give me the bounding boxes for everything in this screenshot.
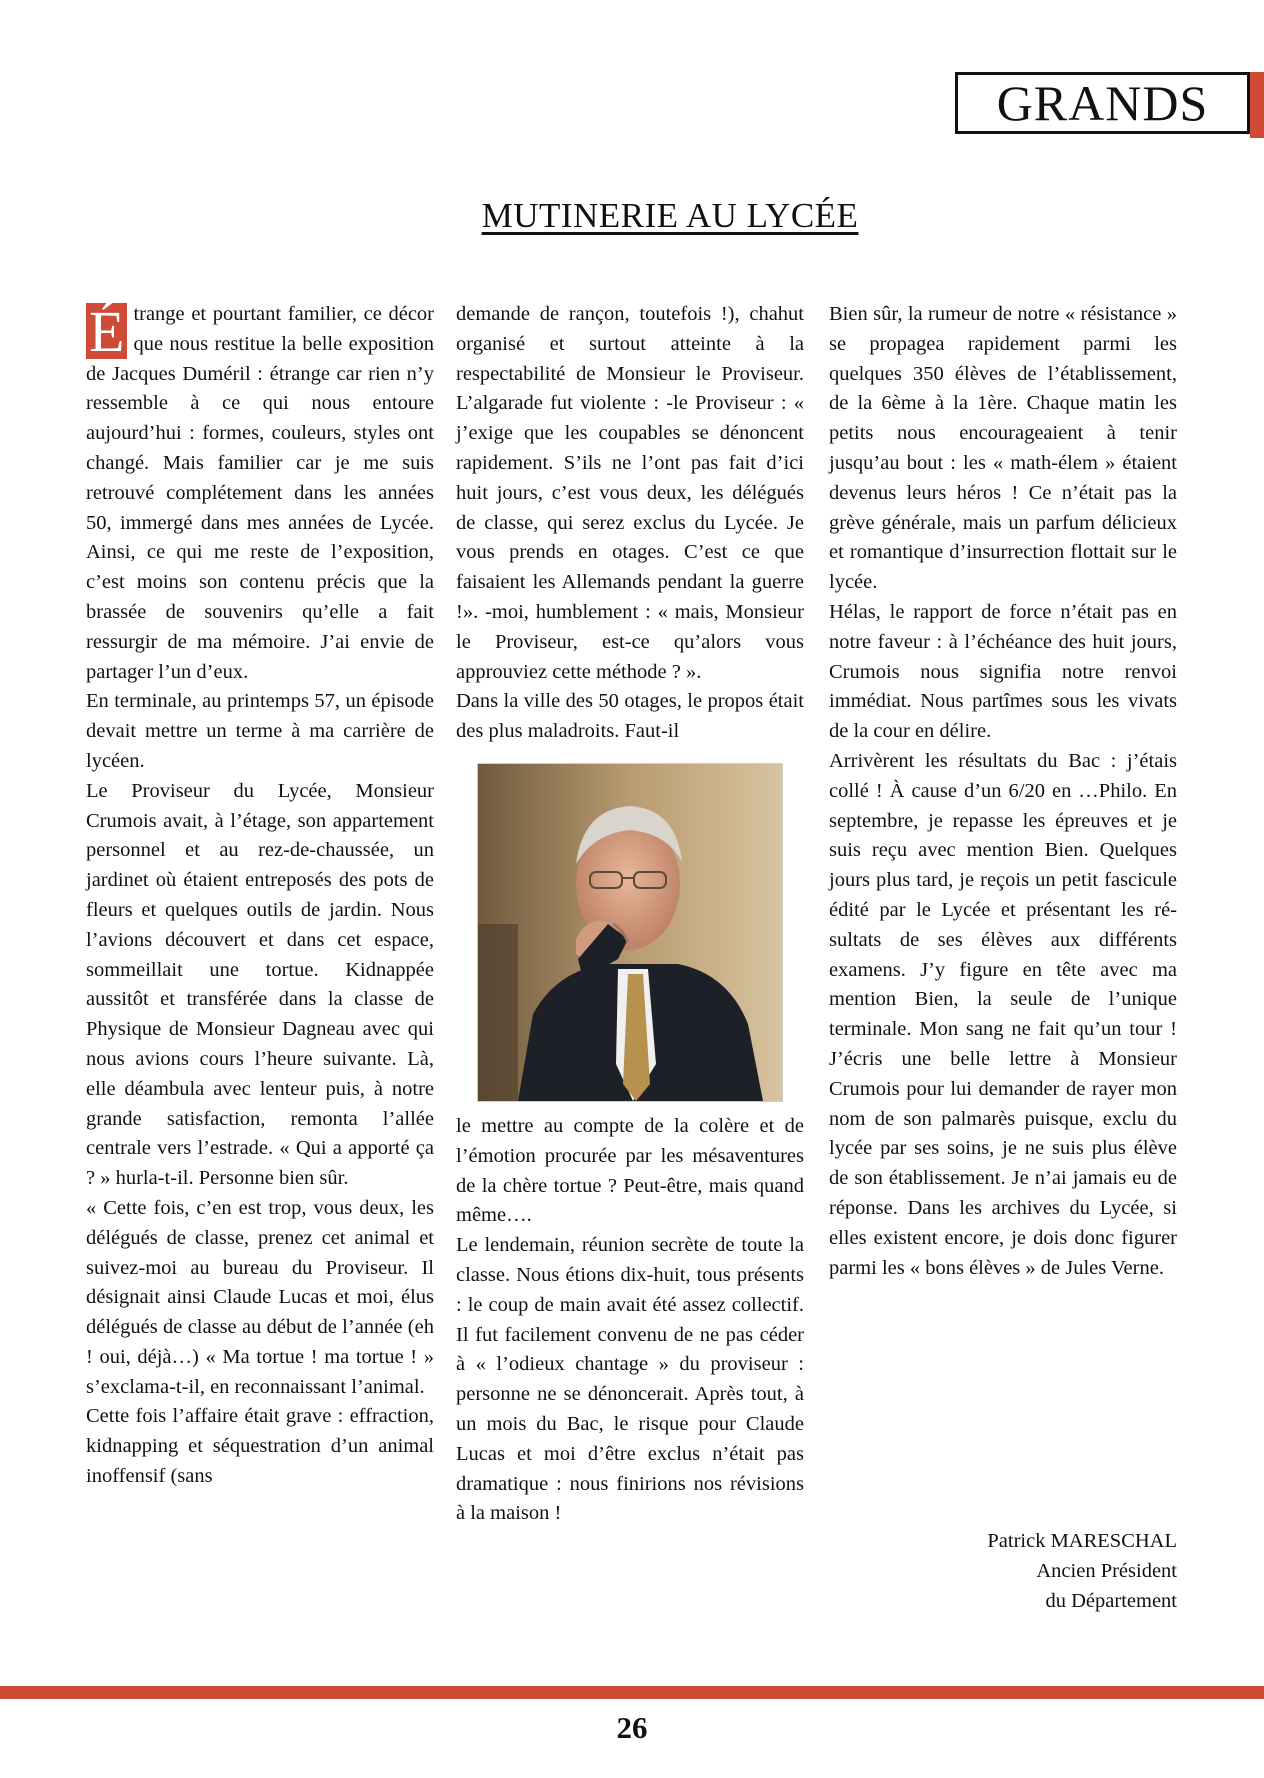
footer-rule <box>0 1686 1264 1699</box>
paragraph: Hélas, le rapport de force n’était pas en notre faveur : à l’échéance des huit jours, Crumois nous signifia notre renvoi immédiat. Nous partîmes sous les vivats de la cour en délire. <box>829 600 1177 743</box>
article-title: MUTINERIE AU LYCÉE <box>481 196 859 235</box>
paragraph: Bien sûr, la rumeur de notre « résistance » se propagea rapidement parmi les quelques 350 élèves de l’établissement, de la 6ème à la 1ère. Chaque matin les petits nous encourageaient à tenir jusqu’au bout : les « math-élem » étaient devenus leurs héros ! Ce n’était pas la grève générale, mais un parfum délicieux et romantique d’insurrection flottait sur le lycée. <box>829 303 1177 594</box>
paragraph: Cette fois l’affaire était grave : effraction, kidnapping et séquestration d’un animal inoffensif (sans <box>86 1405 434 1488</box>
section-accent-bar <box>1250 72 1264 138</box>
author-signature <box>829 1526 1177 1616</box>
section-label: GRANDS <box>955 72 1250 134</box>
paragraph: « Cette fois, c’en est trop, vous deux, les délégués de classe, prenez cet animal et suivez-moi au bureau du Proviseur. Il désignait ainsi Claude Lucas et moi, élus délégués de classe au début de l’année (eh ! oui, déjà…) « Ma tortue ! ma tortue ! » s’exclama-t-il, en reconnaissant l’animal. <box>86 1196 434 1398</box>
paragraph: Le Proviseur du Lycée, Monsieur Crumois avait, à l’étage, son appartement personnel et au rez-de-chaussée, un jardinet où étaient entreposés des pots de fleurs et quelques outils de jardin. Nous l’avions découvert et dans cet espace, sommeillait une tortue. Kidnappée aussitôt et transférée dans la classe de Physique de Monsieur Dagneau avec qui nous avions cours l’heure suivante. Là, elle déambula avec lenteur puis, à notre grande satisfaction, remonta l’allée centrale vers l’estrade. « Qui a apporté ça ? » hurla-t-il. Personne bien sûr. <box>86 779 434 1190</box>
paragraph: demande de rançon, toutefois !), chahut organisé et surtout atteinte à la respectabilité de Monsieur le Proviseur. L’algarade fut violente : -le Proviseur : « j’exige que les coupables se dénoncent rapidement. S’ils ne l’ont pas fait d’ici huit jours, c’est vous deux, les délégués de classe, qui serez exclus du Lycée. Je vous prends en otages. C’est ce que faisaient les Allemands pendant la guerre !». -moi, humblement : « mais, Monsieur le Proviseur, est-ce qu’alors vous approuviez cette méthode ? ». <box>456 303 804 683</box>
paragraph: Arrivèrent les résultats du Bac : j’étais collé ! À cause d’un 6/20 en …Philo. En septembre, je repasse les épreuves et je suis reçu avec mention Bien. Quelques jours plus tard, je reçois un petit fascicule édité par le Lycée et présentant les résultats de ses élèves aux différents examens. J’y figure en tête avec ma mention Bien, la seule de l’unique terminale. Mon sang ne fait qu’un tour ! J’écris une belle lettre à Monsieur Crumois pour lui demander de rayer mon nom de son palmarès puisque, exclu du lycée par ses soins, je ne suis plus élève de son établissement. Je n’ai jamais eu de réponse. Dans les archives du Lycée, si elles existent encore, je dois donc figurer parmi les « bons élèves » de Jules Verne. <box>829 749 1177 1279</box>
paragraph <box>86 300 434 687</box>
paragraph: Le lendemain, réunion secrète de toute la classe. Nous étions dix-huit, tous présents : le coup de main avait été assez collectif. Il fut facilement convenu de ne pas céder à « l’odieux chantage » du proviseur : personne ne se dénoncerait. Après tout, à un mois du Bac, le risque pour Claude Lucas et moi d’être exclus n’était pas dramatique : nous finirions nos révisions à la maison ! <box>456 1234 804 1525</box>
article-column-2 <box>456 300 804 1529</box>
paragraph: le mettre au compte de la colère et de l’émotion procurée par les mésaventures de la chère tortue ? Peut-être, mais quand même…. <box>456 1114 804 1227</box>
paragraph: En terminale, au printemps 57, un épisode devait mettre un terme à ma carrière de lycéen. <box>86 690 434 772</box>
author-organization: du Département <box>1045 1590 1177 1612</box>
author-name: Patrick MARESCHAL <box>987 1530 1177 1552</box>
author-portrait-photo <box>477 763 783 1102</box>
drop-cap: É <box>86 303 127 359</box>
page-number: 26 <box>616 1710 648 1745</box>
paragraph-text: trange et pourtant familier, ce décor que nous restitue la belle exposition de Jacques Duméril : étrange car rien n’y ressemble à ce qui nous entoure aujourd’hui : formes, couleurs, styles ont changé. Mais familier car je me suis retrouvé complétement dans les années 50, immergé dans mes années de Lycée. Ainsi, ce qui me reste de l’exposition, c’est moins son contenu précis que la brassée de souvenirs qu’elle a fait ressurgir de ma mémoire. J’ai envie de partager l’un d’eux. <box>86 303 434 683</box>
article-column-1 <box>86 300 434 1492</box>
paragraph: Dans la ville des 50 otages, le propos était des plus maladroits. Faut-il <box>456 690 804 743</box>
article-column-3 <box>829 300 1177 1283</box>
author-role: Ancien Président <box>1036 1560 1177 1582</box>
